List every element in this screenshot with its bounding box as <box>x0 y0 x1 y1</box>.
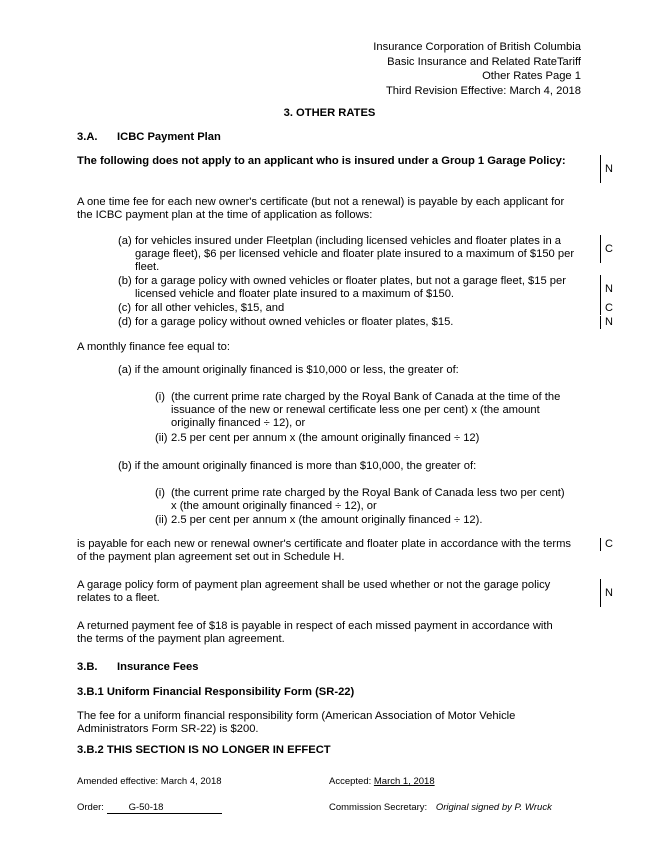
list-item-label: (b) <box>118 275 132 287</box>
signature: Original signed by P. Wruck <box>435 802 552 813</box>
finance-case-b: (b) if the amount originally financed is more than $10,000, the greater of: <box>118 460 477 472</box>
paragraph-sr22-fee: The fee for a uniform financial responsibility form (American Association of Motor Vehicle Administrators Form SR-22) is $200. <box>77 710 516 735</box>
paragraph-garage-form: A garage policy form of payment plan agreement shall be used whether or not the garage policy relates to a fleet. <box>77 579 551 604</box>
revision-mark-c: C <box>600 302 613 315</box>
group1-notice: The following does not apply to an applicant who is insured under a Group 1 Garage Policy: <box>77 155 566 167</box>
amended-effective: Amended effective: March 4, 2018 <box>77 776 222 787</box>
list-item <box>118 316 588 329</box>
paragraph-monthly-fee: A monthly finance fee equal to: <box>77 341 230 353</box>
list-item <box>155 487 565 513</box>
list-item <box>155 514 585 527</box>
revision-mark-c: C <box>600 538 613 551</box>
list-item-text: for all other vehicles, $15, and <box>135 302 285 314</box>
document-header <box>373 40 581 98</box>
revision-mark-n: N <box>600 316 613 329</box>
list-item <box>155 432 585 445</box>
revision-mark-n: N <box>600 275 613 303</box>
list-item-text: (the current prime rate charged by the Royal Bank of Canada less two per cent) x (the amount originally financed ÷ 12), or <box>171 487 565 512</box>
revision-mark-n: N <box>600 579 613 607</box>
section-3b-heading <box>77 661 198 674</box>
section-3b-title: Insurance Fees <box>117 661 199 673</box>
list-item-text: for a garage policy with owned vehicles or floater plates, but not a garage fleet, $15 per licensed vehicle and floater plate insured to a maximum of $150. <box>135 275 566 300</box>
revision-mark-c: C <box>600 235 613 263</box>
section-3a-heading <box>77 131 221 144</box>
header-line-1: Insurance Corporation of British Columbia <box>373 41 581 53</box>
list-item-label: (a) <box>118 235 132 247</box>
accepted-block <box>329 776 435 788</box>
accepted-date: March 1, 2018 <box>373 776 435 787</box>
section-3a-title: ICBC Payment Plan <box>117 131 221 143</box>
paragraph-returned-fee: A returned payment fee of $18 is payable in respect of each missed payment in accordance with the terms of the payment plan agreement. <box>77 620 553 645</box>
list-item-text: for vehicles insured under Fleetplan (including licensed vehicles and floater plates in a garage fleet), $6 per licensed vehicle and floater plate insured to a maximum of $150 per fleet. <box>135 235 575 273</box>
header-line-4: Third Revision Effective: March 4, 2018 <box>385 84 581 97</box>
list-item <box>118 275 588 301</box>
accepted-label: Accepted: <box>329 776 372 787</box>
list-item <box>118 235 588 274</box>
revision-mark-n: N <box>600 155 613 183</box>
list-item-label: (ii) <box>155 432 168 444</box>
list-item-text: (the current prime rate charged by the Royal Bank of Canada at the time of the issuance of the new or renewal certificate less one per cent) x (the amount originally financed ÷ 12), or <box>171 391 561 429</box>
list-item-text: 2.5 per cent per annum x (the amount originally financed ÷ 12) <box>171 432 480 444</box>
list-item-label: (c) <box>118 302 132 314</box>
section-3b2-heading: 3.B.2 THIS SECTION IS NO LONGER IN EFFECT <box>77 744 331 756</box>
list-item <box>155 391 585 430</box>
header-line-3: Other Rates Page 1 <box>482 70 581 82</box>
order-label: Order: <box>77 802 104 813</box>
list-item-label: (i) <box>155 391 165 403</box>
section-3b-number: 3.B. <box>77 661 98 673</box>
list-item-text: for a garage policy without owned vehicles or floater plates, $15. <box>135 316 454 328</box>
page-title: 3. OTHER RATES <box>283 107 376 119</box>
list-item-label: (i) <box>155 487 165 499</box>
list-item-label: (d) <box>118 316 132 328</box>
order-block <box>77 802 222 814</box>
list-item-text: 2.5 per cent per annum x (the amount originally financed ÷ 12). <box>171 514 483 526</box>
section-3a-number: 3.A. <box>77 131 98 143</box>
list-item <box>118 302 588 315</box>
secretary-block <box>329 802 552 814</box>
paragraph-payable: is payable for each new or renewal owner's certificate and floater plate in accordance with the terms of the payment plan agreement set out in Schedule H. <box>77 538 572 563</box>
paragraph-one-time-fee: A one time fee for each new owner's certificate (but not a renewal) is payable by each applicant for the ICBC payment plan at the time of application as follows: <box>77 196 565 221</box>
list-item-label: (ii) <box>155 514 168 526</box>
order-number: G-50-18 <box>107 802 222 814</box>
section-3b1-heading: 3.B.1 Uniform Financial Responsibility Form (SR-22) <box>77 686 355 698</box>
finance-case-a: (a) if the amount originally financed is $10,000 or less, the greater of: <box>118 364 459 376</box>
secretary-label: Commission Secretary: <box>329 802 428 813</box>
header-line-2: Basic Insurance and Related RateTariff <box>387 55 581 68</box>
